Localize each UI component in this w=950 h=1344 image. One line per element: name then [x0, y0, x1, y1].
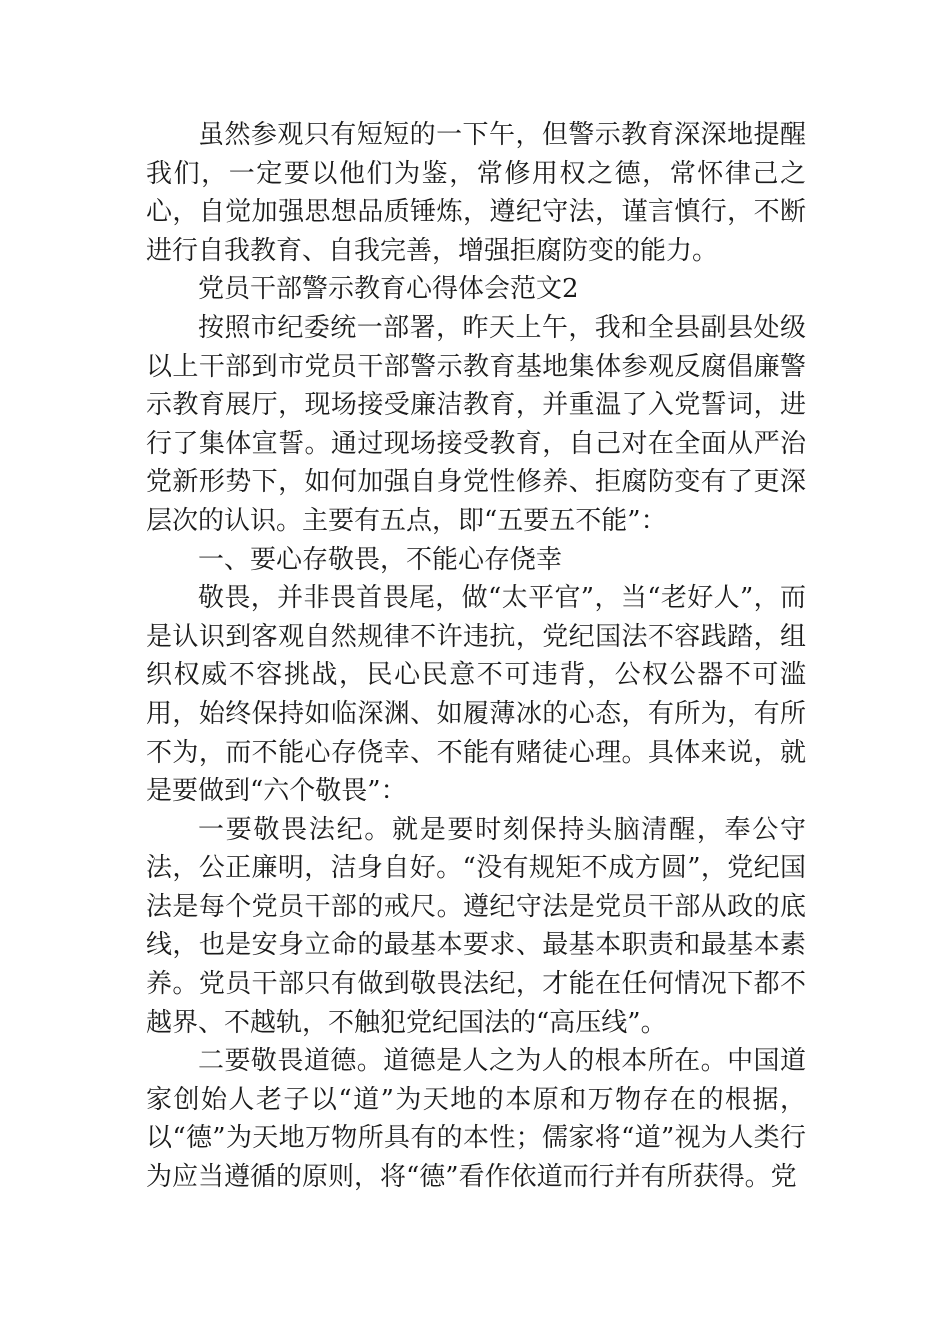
section-heading: 一、要心存敬畏，不能心存侥幸: [198, 544, 563, 575]
paragraph-awe: 敬畏，并非畏首畏尾，做“太平官”，当“老好人”，而是认识到客观自然规律不许违抗，党纪国法不容践踏，组织权威不容挑战，民心民意不可违背，公权公器不可滥用，始终保持如临深渊、如履薄冰的心态，有所为，有所不为，而不能心存侥幸、不能有赌徒心理。具体来说，就是要做到“六个敬畏”：: [146, 583, 806, 807]
essay-title: 党员干部警示教育心得体会范文2: [198, 274, 579, 305]
paragraph-intro: 按照市纪委统一部署，昨天上午，我和全县副县处级以上干部到市党员干部警示教育基地集体参观反腐倡廉警示教育展厅，现场接受廉洁教育，并重温了入党誓词，进行了集体宣誓。通过现场接受教育，自己对在全面从严治党新形势下，如何加强自身党性修养、拒腐防变有了更深层次的认识。主要有五点，即“五要五不能”：: [146, 312, 806, 536]
paragraph-law: 一要敬畏法纪。就是要时刻保持头脑清醒，奉公守法，公正廉明，洁身自好。“没有规矩不成方圆”，党纪国法是每个党员干部的戒尺。遵纪守法是党员干部从政的底线，也是安身立命的最基本要求、最基本职责和最基本素养。党员干部只有做到敬畏法纪，才能在任何情况下都不越界、不越轨，不触犯党纪国法的“高压线”。: [146, 814, 806, 1038]
paragraph-conclusion: 虽然参观只有短短的一下午，但警示教育深深地提醒我们，一定要以他们为鉴，常修用权之德，常怀律己之心，自觉加强思想品质锤炼，遵纪守法，谨言慎行，不断进行自我教育、自我完善，增强拒腐防变的能力。: [146, 120, 806, 266]
paragraph-morality: 二要敬畏道德。道德是人之为人的根本所在。中国道家创始人老子以“道”为天地的本原和万物存在的根据，以“德”为天地万物所具有的本性；儒家将“道”视为人类行为应当遵循的原则，将“德”看作依道而行并有所获得。党: [146, 1046, 806, 1193]
document-body: [146, 116, 806, 1197]
